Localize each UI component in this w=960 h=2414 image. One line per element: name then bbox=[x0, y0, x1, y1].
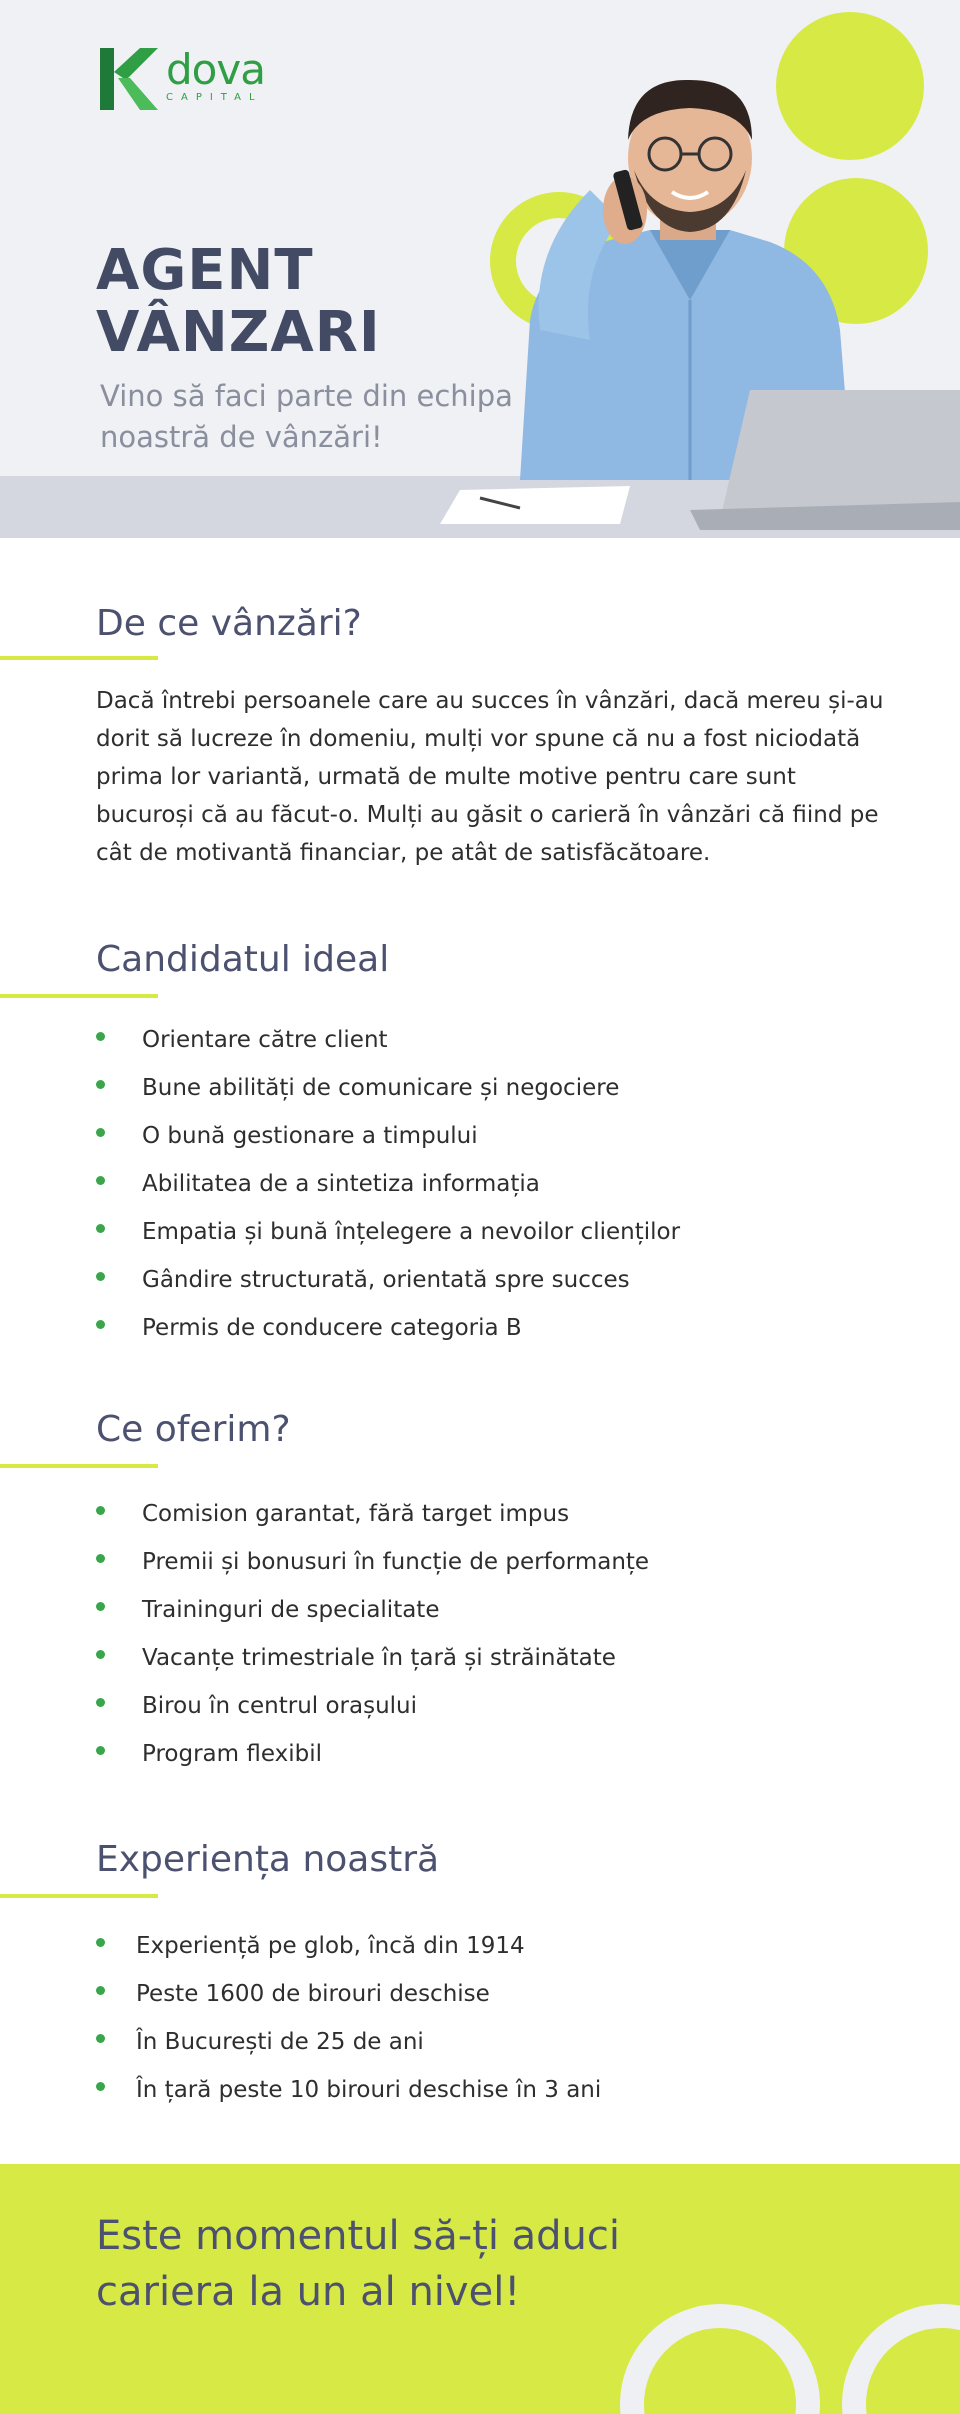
papers-pen-illustration bbox=[440, 480, 640, 530]
decor-ring bbox=[842, 2304, 960, 2414]
logo-brand-name: dova bbox=[166, 45, 265, 94]
bullet-icon bbox=[96, 1506, 105, 1515]
page-title bbox=[96, 240, 381, 364]
why-paragraph: Dacă întrebi persoanele care au succes în vânzări, dacă mereu și-au dorit să lucreze în domeniu, mulți vor spune că nu a fost niciodată prima lor variantă, urmată de multe motive pentru care sunt bucuroși că au făcut-o. Mulți au găsit o carieră în vânzări că fiind pe cât de motivantă financiar, pe atât de satisfăcătoare. bbox=[96, 688, 884, 866]
decor-ring bbox=[620, 2304, 820, 2414]
footer-cta-text: Este momentul să-ți aduci cariera la un al nivel! bbox=[96, 2213, 621, 2315]
bullet-icon bbox=[96, 1080, 105, 1089]
bullet-icon bbox=[96, 2082, 105, 2091]
hero-banner bbox=[0, 0, 960, 538]
bullet-icon bbox=[96, 1176, 105, 1185]
bullet-icon bbox=[96, 1938, 105, 1947]
bullet-icon bbox=[96, 1320, 105, 1329]
section-accent-line bbox=[0, 994, 158, 998]
logo-tagline: CAPITAL bbox=[166, 92, 263, 103]
brand-logo bbox=[100, 45, 265, 110]
page-title-line2: VÂNZARI bbox=[96, 300, 381, 365]
bullet-icon bbox=[96, 1032, 105, 1041]
section-title-ideal: Candidatul ideal bbox=[96, 939, 390, 980]
bullet-icon bbox=[96, 1224, 105, 1233]
logo-mark-icon bbox=[100, 48, 158, 110]
section-accent-line bbox=[0, 656, 158, 660]
logo-wordmark bbox=[166, 45, 265, 103]
bullet-icon bbox=[96, 2034, 105, 2043]
bullet-icon bbox=[96, 1128, 105, 1137]
hero-subtitle: Vino să faci parte din echipa noastră de vânzări! bbox=[100, 379, 513, 454]
bullet-icon bbox=[96, 1650, 105, 1659]
section-accent-line bbox=[0, 1464, 158, 1468]
bullet-icon bbox=[96, 1986, 105, 1995]
laptop-illustration bbox=[690, 390, 960, 530]
bullet-icon bbox=[96, 1554, 105, 1563]
section-title-why: De ce vânzări? bbox=[96, 603, 362, 644]
bullet-icon bbox=[96, 1602, 105, 1611]
bullet-icon bbox=[96, 1272, 105, 1281]
footer-banner bbox=[0, 2164, 960, 2414]
section-title-experience: Experiența noastră bbox=[96, 1839, 440, 1880]
page-title-line1: AGENT bbox=[96, 238, 314, 303]
section-title-offer: Ce oferim? bbox=[96, 1409, 291, 1450]
bullet-icon bbox=[96, 1698, 105, 1707]
bullet-icon bbox=[96, 1746, 105, 1755]
section-accent-line bbox=[0, 1894, 158, 1898]
